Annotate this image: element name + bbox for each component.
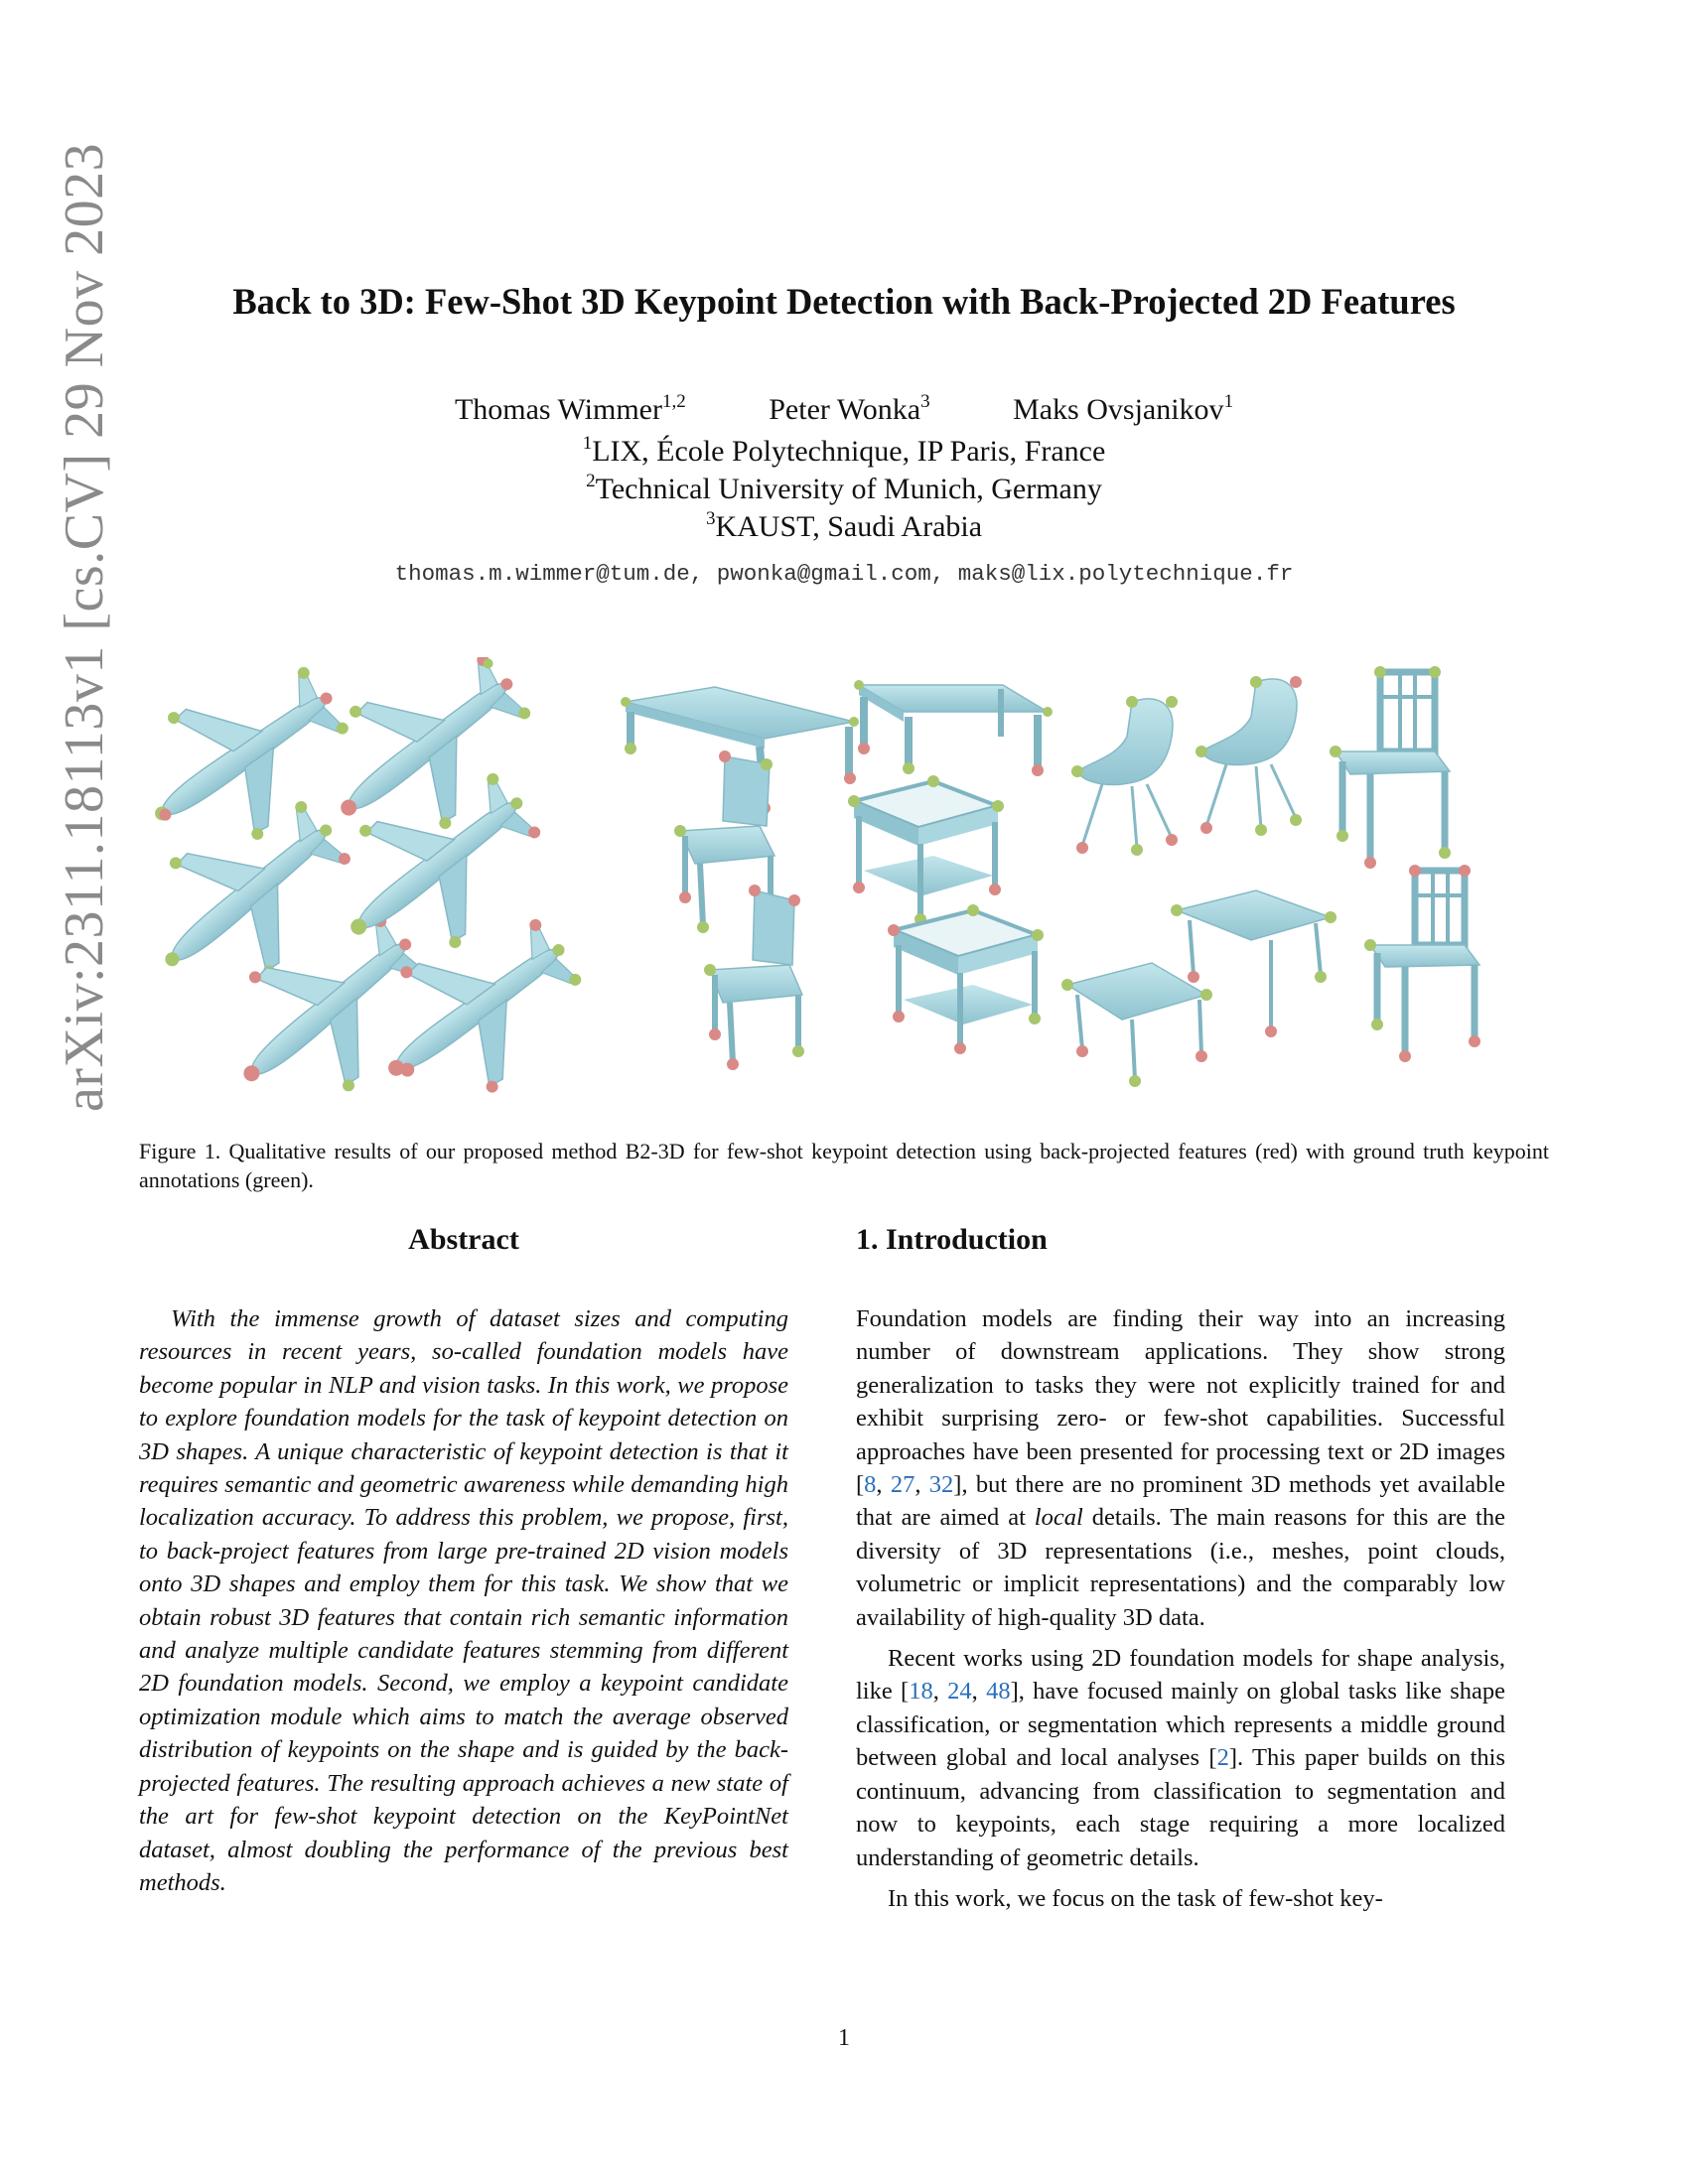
author-emails: thomas.m.wimmer@tum.de, pwonka@gmail.com, maks@lix.polytechnique.fr [394,561,1294,587]
intro-paragraph-2: Recent works using 2D foundation models for shape analysis, like [18, 24, 48], have focused mainly on global tasks like shape classification, or segmentation which represents a middle ground between global and local analyses [2]. This paper builds on this continuum, advancing from classification to segmentation and now to keypoints, each stage requiring a more localized understanding of geometric details. [856,1645,1506,1871]
author: Maks Ovsjanikov$^1$ [1013,391,1234,426]
citation-link[interactable]: 27 [890,1471,915,1499]
paper-title: Back to 3D: Few-Shot 3D Keypoint Detection with Back-Projected 2D Features [232,281,1456,322]
side-table-shape [848,775,1004,925]
affiliation: $^2$Technical University of Munich, Germany [586,471,1102,505]
citation-link[interactable]: 2 [1216,1744,1229,1772]
arxiv-side-stamp: arXiv:2311.18113v1 [cs.CV] 29 Nov 2023 [54,142,115,1112]
intro-paragraph-3: In this work, we focus on the task of few-shot key- [888,1884,1383,1912]
intro-heading: 1. Introduction [856,1223,1048,1256]
citation-link[interactable]: 18 [909,1678,933,1706]
table-shape [854,680,1053,776]
square-table-shape [1171,890,1336,1037]
author-list [0,393,1688,427]
citation-link[interactable]: 48 [986,1678,1011,1706]
abstract-paragraph: With the immense growth of dataset sizes and computing resources in recent years, so-called foundation models have become popular in NLP and vision tasks. In this work, we propose to explore foundation models for the task of keypoint detection on 3D shapes. A unique characteristic of keypoint detection is that it requires semantic and geometric awareness while demanding high localization accuracy. To address this problem, we propose, first, to back-project features from large pre-trained 2D vision models onto 3D shapes and employ them for this task. We show that we obtain robust 3D features that contain rich semantic information and analyze multiple candidate features stemming from different 2D foundation models. Second, we employ a keypoint candidate optimization module which aims to match the average observed distribution of keypoints on the shape and is guided by the back-projected features. The resulting approach achieves a new state of the art for few-shot keypoint detection on the KeyPointNet dataset, almost doubling the performance of the previous best methods. [139,1305,788,1896]
page-number: 1 [838,2025,850,2051]
ladder-chair-shape [1330,666,1451,869]
figure-caption: Figure 1. Qualitative results of our proposed method B2-3D for few-shot keypoint detection using back-projected features (red) with ground truth keypoint annotations (green). [139,1139,1549,1192]
ladder-chair-shape [1364,865,1480,1062]
citation-link[interactable]: 32 [928,1471,954,1499]
teaser-figure [139,657,1549,1099]
shell-chair-shape [1071,696,1178,856]
affiliation: $^3$KAUST, Saudi Arabia [705,508,983,543]
abstract-heading: Abstract [408,1223,519,1256]
intro-paragraph-1: Foundation models are finding their way into an increasing number of downstream applications. They show strong generalization to tasks they were not explicitly trained for and exhibit surprising zero- or few-shot capabilities. Successful approaches have been presented for processing text or 2D images [8, 27, 32], but there are no prominent 3D methods yet available that are aimed at local details. The main reasons for this are the diversity of 3D representations (i.e., meshes, point clouds, volumetric or implicit representations) and the comparably low availability of high-quality 3D data. [856,1305,1506,1631]
square-table-shape [1061,963,1212,1087]
author: Thomas Wimmer$^{1,2}$ [454,391,686,426]
citation-link[interactable]: 24 [947,1678,972,1706]
airplane-shape [139,657,375,881]
abstract-text [139,1302,788,1899]
citation-link[interactable]: 8 [864,1471,877,1499]
side-table-shape [888,904,1044,1054]
author: Peter Wonka$^3$ [769,391,930,426]
fabric-chair-shape [704,885,804,1070]
intro-text [856,1302,1505,1923]
shell-chair-shape [1196,676,1302,836]
affiliation: $^1$LIX, École Polytechnique, IP Paris, France [582,433,1106,468]
